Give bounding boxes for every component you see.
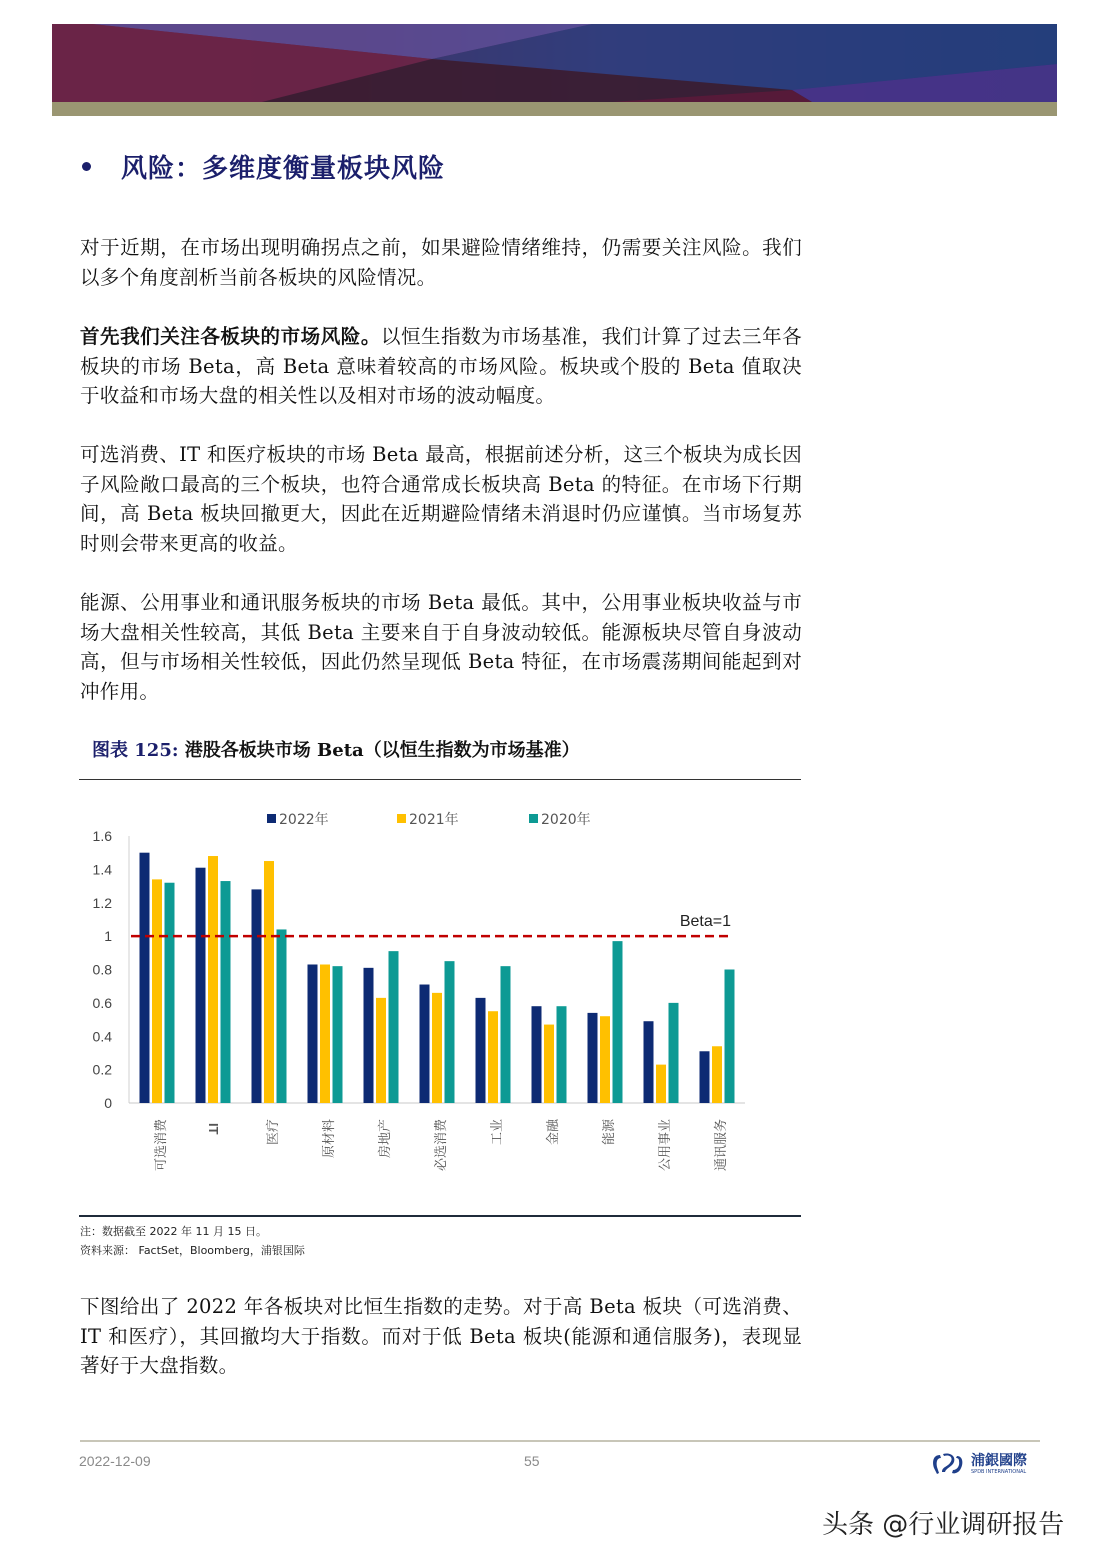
bar xyxy=(712,1046,722,1103)
y-tick-label: 1.4 xyxy=(92,861,112,878)
watermark: 头条 @行业调研报告 xyxy=(822,1510,1065,1540)
bar xyxy=(613,941,623,1103)
legend-label: 2021年 xyxy=(409,812,459,828)
page-number: 55 xyxy=(524,1453,540,1469)
figure-bottom-rule xyxy=(79,1215,801,1217)
bar xyxy=(277,929,287,1103)
bar xyxy=(725,970,735,1104)
y-tick-label: 0.4 xyxy=(92,1028,112,1045)
bar xyxy=(476,998,486,1103)
legend-label: 2022年 xyxy=(279,812,329,828)
paragraph-market-risk xyxy=(80,322,802,411)
paragraph-body: 以恒生指数为市场基准，我们计算了过去三年各板块的市场 Beta，高 Beta 意味着较高的市场风险。板块或个股的 Beta 值取决于收益和市场大盘的相关性以及相对市场的波动幅度。 xyxy=(80,325,802,407)
bar xyxy=(501,966,511,1103)
x-tick-label: 房地产 xyxy=(378,1119,393,1159)
figure-label: 图表 125: xyxy=(92,740,179,761)
paragraph-intro: 对于近期，在市场出现明确拐点之前，如果避险情绪维持，仍需要关注风险。我们以多个角度剖析当前各板块的风险情况。 xyxy=(80,236,802,289)
header-strip xyxy=(52,102,1057,116)
logo-text-en: SPDB INTERNATIONAL xyxy=(971,1468,1027,1475)
footer-date: 2022-12-09 xyxy=(79,1453,151,1469)
bar xyxy=(600,1016,610,1103)
paragraph-high-beta: 可选消费、IT 和医疗板块的市场 Beta 最高，根据前述分析，这三个板块为成长因子风险敞口最高的三个板块，也符合通常成长板块高 Beta 的特征。在市场下行期间，高 Beta 板块回撤更大，因此在近期避险情绪未消退时仍应谨慎。当市场复苏时则会带来更高的收益。 xyxy=(80,443,802,555)
legend-label: 2020年 xyxy=(541,812,591,828)
footer-rule xyxy=(80,1440,1040,1442)
bar xyxy=(320,964,330,1103)
y-tick-label: 0 xyxy=(104,1095,112,1111)
paragraph-trend: 下图给出了 2022 年各板块对比恒生指数的走势。对于高 Beta 板块（可选消费、IT 和医疗），其回撤均大于指数。而对于低 Beta 板块(能源和通信服务)，表现显著好于大盘指数。 xyxy=(80,1295,802,1377)
bar xyxy=(532,1006,542,1103)
paragraph-low-beta: 能源、公用事业和通讯服务板块的市场 Beta 最低。其中，公用事业板块收益与市场大盘相关性较高，其低 Beta 主要来自于自身波动较低。能源板块尽管自身波动高，但与市场相关性较低，因此仍然呈现低 Beta 特征，在市场震荡期间能起到对冲作用。 xyxy=(80,591,802,703)
company-logo xyxy=(930,1452,1027,1476)
figure-source: 资料来源： FactSet，Bloomberg，浦银国际 xyxy=(80,1244,305,1257)
bar xyxy=(700,1051,710,1103)
bar xyxy=(557,1006,567,1103)
bar xyxy=(364,968,374,1103)
y-tick-label: 0.6 xyxy=(92,994,112,1011)
bar xyxy=(445,961,455,1103)
y-tick-label: 0.2 xyxy=(92,1061,112,1078)
bar xyxy=(196,868,206,1103)
paragraph-lead-bold: 首先我们关注各板块的市场风险。 xyxy=(80,325,381,348)
bar xyxy=(588,1013,598,1103)
bar xyxy=(264,861,274,1103)
figure-note: 注：数据截至 2022 年 11 月 15 日。 xyxy=(80,1225,267,1238)
bar xyxy=(252,889,262,1103)
y-tick-label: 1.2 xyxy=(92,894,112,911)
x-tick-label: 能源 xyxy=(602,1119,617,1146)
x-tick-label: 可选消费 xyxy=(154,1119,169,1172)
bar xyxy=(669,1003,679,1103)
bar xyxy=(544,1025,554,1103)
bar xyxy=(644,1021,654,1103)
x-tick-label: 工业 xyxy=(490,1119,505,1146)
x-tick-label: 必选消费 xyxy=(434,1119,449,1172)
legend-swatch xyxy=(267,814,276,823)
logo-text-cn: 浦銀國際 xyxy=(971,1452,1027,1469)
bar xyxy=(389,951,399,1103)
figure-title xyxy=(92,736,580,762)
section-title: 风险：多维度衡量板块风险 xyxy=(121,154,446,184)
section-heading xyxy=(80,148,445,185)
x-tick-label: 医疗 xyxy=(266,1119,281,1146)
bar xyxy=(152,879,162,1103)
bar xyxy=(221,881,231,1103)
y-tick-label: 1 xyxy=(104,928,112,945)
bar xyxy=(308,964,318,1103)
reference-line-label: Beta=1 xyxy=(679,913,731,931)
bar xyxy=(420,985,430,1103)
bar xyxy=(656,1065,666,1103)
x-tick-label: 原材料 xyxy=(322,1119,337,1159)
x-tick-label: 通讯服务 xyxy=(714,1119,729,1172)
bar xyxy=(140,853,150,1103)
bar xyxy=(208,856,218,1103)
legend-swatch xyxy=(397,814,406,823)
x-tick-label: 公用事业 xyxy=(658,1119,673,1172)
chart-canvas xyxy=(80,800,800,1210)
bar xyxy=(165,883,175,1103)
header-banner xyxy=(52,24,1057,102)
y-tick-label: 1.6 xyxy=(92,828,112,844)
spdb-logo-icon xyxy=(930,1452,966,1476)
bar xyxy=(333,966,343,1103)
y-tick-label: 0.8 xyxy=(92,961,112,978)
bar xyxy=(488,1011,498,1103)
figure-top-rule xyxy=(79,779,801,780)
bullet-icon xyxy=(82,162,91,171)
bar xyxy=(376,998,386,1103)
banner-graphic xyxy=(52,24,1057,102)
x-tick-label: 金融 xyxy=(546,1119,561,1146)
legend-swatch xyxy=(529,814,538,823)
bar xyxy=(432,993,442,1103)
figure-caption: 港股各板块市场 Beta（以恒生指数为市场基准） xyxy=(184,740,580,761)
x-tick-label: IT xyxy=(206,1123,221,1135)
beta-bar-chart xyxy=(80,800,800,1210)
